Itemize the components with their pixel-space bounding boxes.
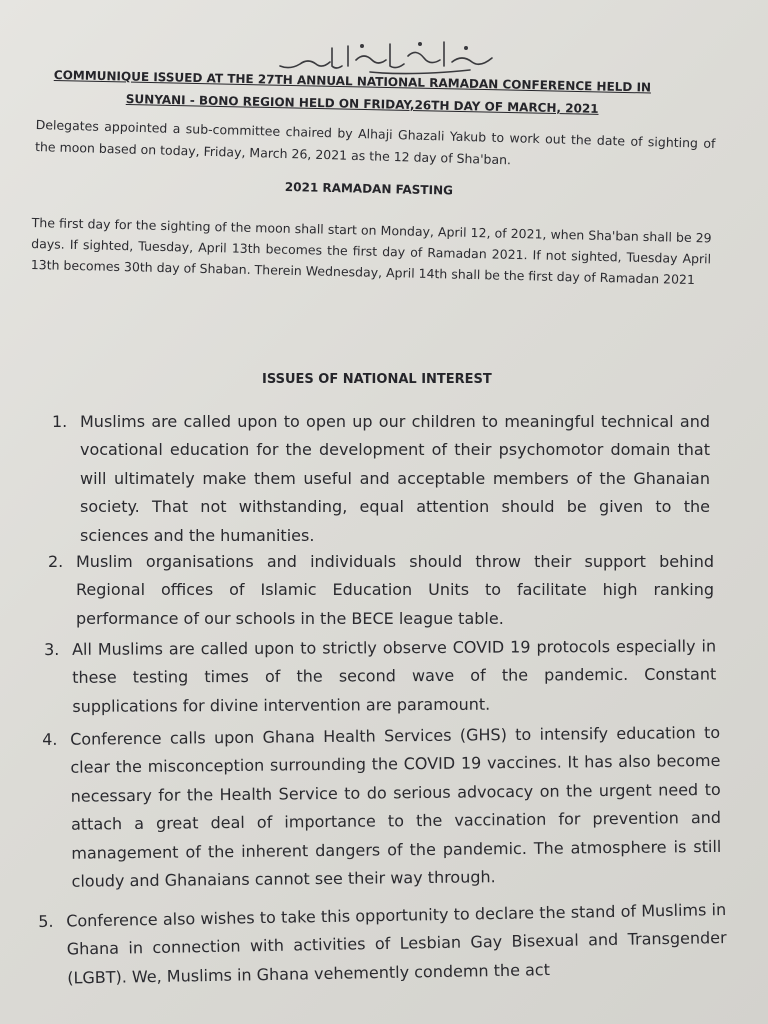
intro-paragraph: Delegates appointed a sub-committee chaired by Alhaji Ghazali Yakub to work out the date of sighting of the moon based on today, Friday, March 26, 2021 as the 12 day of Sha'ban. [34,116,716,168]
communique-heading-line1: COMMUNIQUE ISSUED AT THE 27TH ANNUAL NATIONAL RAMADAN CONFERENCE HELD IN [53,68,652,95]
issue-item-2 [48,548,714,633]
issue-item-5 [38,896,727,993]
issue-number: 1. [52,412,68,431]
issue-text: All Muslims are called upon to strictly observe COVID 19 protocols especially in these testing times of the second wave of the pandemic. Constant supplications for divine intervention are paramount. [72,636,717,716]
issue-text: Conference also wishes to take this opportunity to declare the stand of Muslims in Ghana in connection with activities of Lesbian Gay Bisexual and Transgender (LGBT). We, Muslims in Ghana vehemently condemn the act [66,899,727,988]
issue-item-1 [52,408,710,550]
issue-item-4 [42,719,722,897]
issues-title: ISSUES OF NATIONAL INTEREST [262,372,492,387]
communique-heading-line2: SUNYANI - BONO REGION HELD ON FRIDAY,26TH DAY OF MARCH, 2021 [125,92,599,116]
issue-number: 2. [48,552,64,571]
issue-number: 5. [38,911,54,931]
issue-text: Muslims are called upon to open up our children to meaningful technical and vocational education for the development of their psychomotor domain that will ultimately make them useful and acceptable members of the Ghanaian society. That not withstanding, equal attention should be given to the sciences and the humanities. [80,412,710,545]
fasting-paragraph: The first day for the sighting of the moon shall start on Monday, April 12, of 2021, when Sha'ban shall be 29 days. If sighted, Tuesday, April 13th becomes the first day of Ramadan 2021. If not sighted, Tuesday April 13th becomes 30th day of Shaban. Therein Wednesday, April 14th shall be the first day of Ramadan 2021 [30,214,712,288]
issue-number: 3. [44,639,60,659]
bismillah-calligraphy [270,36,510,76]
issue-item-3 [44,632,716,721]
issue-text: Muslim organisations and individuals should throw their support behind Regional offices of Islamic Education Units to facilitate high ranking performance of our schools in the BECE league table. [76,552,714,628]
issue-text: Conference calls upon Ghana Health Services (GHS) to intensify education to clear the misconception surrounding the COVID 19 vaccines. It has also become necessary for the Health Service to do serious advocacy on the urgent need to attach a great deal of importance to the vaccination for prevention and management of the inherent dangers of the pandemic. The atmosphere is still cloudy and Ghanaians cannot see their way through. [70,722,722,891]
fasting-title: 2021 RAMADAN FASTING [284,180,454,198]
issue-number: 4. [42,729,58,749]
